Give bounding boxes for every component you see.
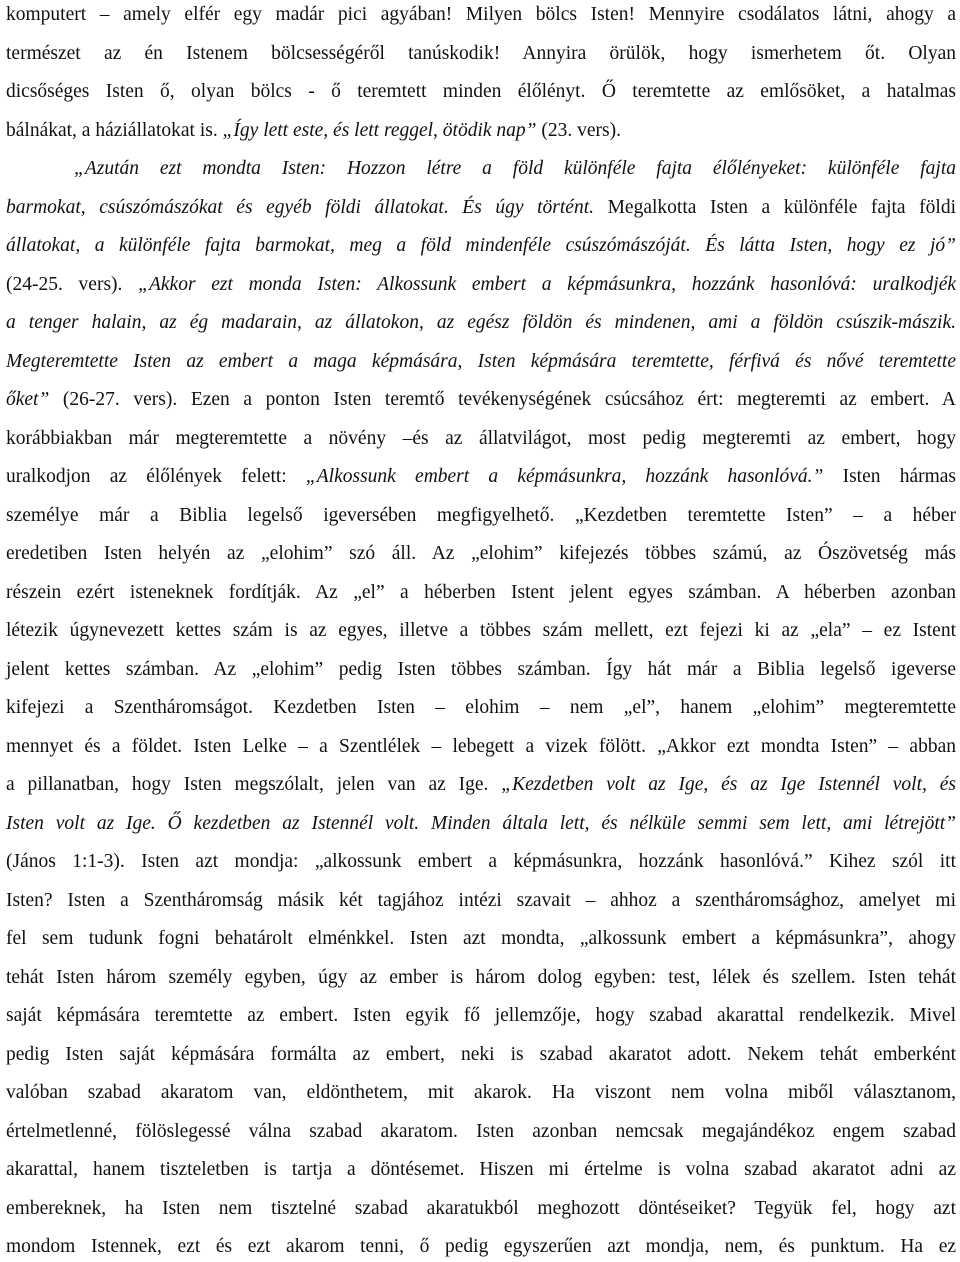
text-segment: (24-25. vers). [6, 273, 139, 295]
text-line [6, 693, 956, 723]
text-line [6, 1155, 956, 1185]
text-segment: embereknek, ha Isten nem tisztelné szabad akaratukból meghozott döntéseiket? Tegyük fel, hogy azt [6, 1197, 956, 1219]
text-segment: személye már a Biblia legelső igeversében megfigyelhető. „Kezdetben teremtette Isten” – a héber [6, 504, 956, 526]
text-segment: Isten hármas [823, 466, 956, 487]
text-segment: természet az én Istenem bölcsességéről tanúskodik! Annyira örülök, hogy ismerhetem őt. Olyan [6, 42, 956, 64]
text-line [6, 1040, 956, 1070]
text-segment: eredetiben Isten helyén az „elohim” szó áll. Az „elohim” kifejezés többes számú, az Ószövetség más [6, 543, 956, 564]
text-line [6, 0, 956, 30]
text-segment: létezik úgynevezett kettes szám is az egyes, illetve a többes szám mellett, ezt fejezi ki az „ela” – ez Istent [6, 620, 956, 641]
text-segment: komputert – amely elfér egy madár pici agyában! Milyen bölcs Isten! Mennyire csodálatos látni, ahogy a [6, 4, 956, 25]
italic-quote-segment: „Így lett este, és lett reggel, ötödik nap” [222, 119, 537, 141]
text-line [6, 809, 956, 839]
italic-quote-segment: Isten volt az Ige. Ő kezdetben az Istennél volt. Minden általa lett, és nélküle semmi sem lett, ami létrejött” [6, 812, 956, 834]
text-line [6, 1232, 956, 1262]
text-segment: (23. vers). [536, 119, 621, 141]
italic-quote-segment: „Azután ezt mondta Isten: Hozzon létre a föld különféle fajta élőlényeket: különféle fajta [74, 158, 956, 179]
text-segment: korábbiakban már megteremtette a növény –és az állatvilágot, most pedig megteremti az embert, hogy [6, 427, 956, 449]
text-segment: mennyet és a földet. Isten Lelke – a Szentlélek – lebegett a vizek fölött. „Akkor ezt mondta Isten” – abban [6, 735, 956, 757]
text-line [6, 732, 956, 762]
text-line [6, 116, 956, 146]
text-line [6, 385, 956, 415]
text-segment: (János 1:1-3). Isten azt mondja: „alkossunk embert a képmásunkra, hozzánk hasonlóvá.” Kihez szól itt [6, 851, 956, 872]
italic-quote-segment: barmokat, csúszómászókat és egyéb földi állatokat. És úgy történt. [6, 196, 594, 218]
text-line [6, 270, 956, 300]
italic-quote-segment: a tenger halain, az ég madarain, az állatokon, az egész földön és mindenen, ami a földön csúszik-mászik. [6, 312, 956, 333]
text-segment: saját képmására teremtette az embert. Isten egyik fő jellemzője, hogy szabad akarattal rendelkezik. Mivel [6, 1005, 956, 1026]
text-line [6, 886, 956, 916]
text-segment: akarattal, hanem tiszteletben is tartja a döntésemet. Hiszen mi értelme is volna szabad akaratot adni az [6, 1159, 956, 1180]
text-segment: a pillanatban, hogy Isten megszólalt, jelen van az Ige. [6, 774, 502, 795]
text-segment: mondom Istennek, ezt és ezt akarom tenni, ő pedig egyszerűen azt mondja, nem, és punktum. Ha ez [6, 1236, 956, 1257]
text-line [6, 347, 956, 377]
text-line [6, 231, 956, 261]
text-line [6, 578, 956, 608]
text-segment: uralkodjon az élőlények felett: [6, 466, 306, 487]
italic-quote-segment: „Alkossunk embert a képmásunkra, hozzánk hasonlóvá.” [305, 466, 824, 487]
text-line [6, 1001, 956, 1031]
italic-quote-segment: őket” [6, 389, 50, 410]
text-segment: dicsőséges Isten ő, olyan bölcs - ő teremtett minden élőlényt. Ő teremtette az emlősöket, a hatalmas [6, 81, 956, 102]
text-segment: valóban szabad akaratom van, eldönthetem, mit akarok. Ha viszont nem volna miből választanom, [6, 1082, 956, 1103]
text-line [6, 193, 956, 223]
text-segment: tehát Isten három személy egyben, úgy az ember is három dolog egyben: test, lélek és szellem. Isten tehát [6, 966, 956, 988]
italic-quote-segment: „Kezdetben volt az Ige, és az Ige Istennél volt, és [501, 774, 956, 795]
text-line [6, 308, 956, 338]
text-segment: jelent kettes számban. Az „elohim” pedig Isten többes számban. Így hát már a Biblia legelső igeverse [6, 658, 956, 680]
text-segment: bálnákat, a háziállatokat is. [6, 119, 223, 141]
text-segment: részein ezért isteneknek fordítják. Az „el” a héberben Istent jelent egyes számban. A héberben azonban [6, 581, 956, 603]
text-line [6, 77, 956, 107]
text-line [6, 539, 956, 569]
text-segment: fel sem tudunk fogni behatárolt elménkkel. Isten azt mondta, „alkossunk embert a képmásunkra”, ahogy [6, 928, 956, 949]
text-line [6, 462, 956, 492]
text-segment: értelmetlenné, fölöslegessé válna szabad akaratom. Isten azonban nemcsak megajándékoz engem szabad [6, 1120, 956, 1142]
text-line [6, 1117, 956, 1147]
text-line [6, 655, 956, 685]
text-line [6, 1194, 956, 1224]
text-line [6, 1078, 956, 1108]
text-line [6, 963, 956, 993]
text-line [6, 616, 956, 646]
text-line [6, 39, 956, 69]
text-line [6, 924, 956, 954]
italic-quote-segment: állatokat, a különféle fajta barmokat, meg a föld mindenféle csúszómászóját. És látta Isten, hogy ez jó” [6, 235, 956, 256]
text-line [6, 424, 956, 454]
text-line [6, 770, 956, 800]
text-segment: (26-27. vers). Ezen a ponton Isten teremtő tevékenységének csúcsához ért: megteremti az embert. A [49, 389, 956, 410]
text-line [74, 154, 956, 184]
text-segment: Megalkotta Isten a különféle fajta földi [594, 196, 956, 218]
text-line [6, 501, 956, 531]
text-segment: kifejezi a Szentháromságot. Kezdetben Isten – elohim – nem „el”, hanem „elohim” megteremtette [6, 697, 956, 718]
text-segment: pedig Isten saját képmására formálta az embert, neki is szabad akaratot adott. Nekem tehát emberként [6, 1043, 956, 1065]
italic-quote-segment: Megteremtette Isten az embert a maga képmására, Isten képmására teremtette, férfivá és nővé teremtette [6, 350, 956, 372]
italic-quote-segment: „Akkor ezt monda Isten: Alkossunk embert a képmásunkra, hozzánk hasonlóvá: uralkodjék [138, 273, 957, 295]
text-line [6, 847, 956, 877]
text-segment: Isten? Isten a Szentháromság másik két tagjához intézi szavait – ahhoz a szentháromsághoz, amelyet mi [6, 889, 956, 911]
